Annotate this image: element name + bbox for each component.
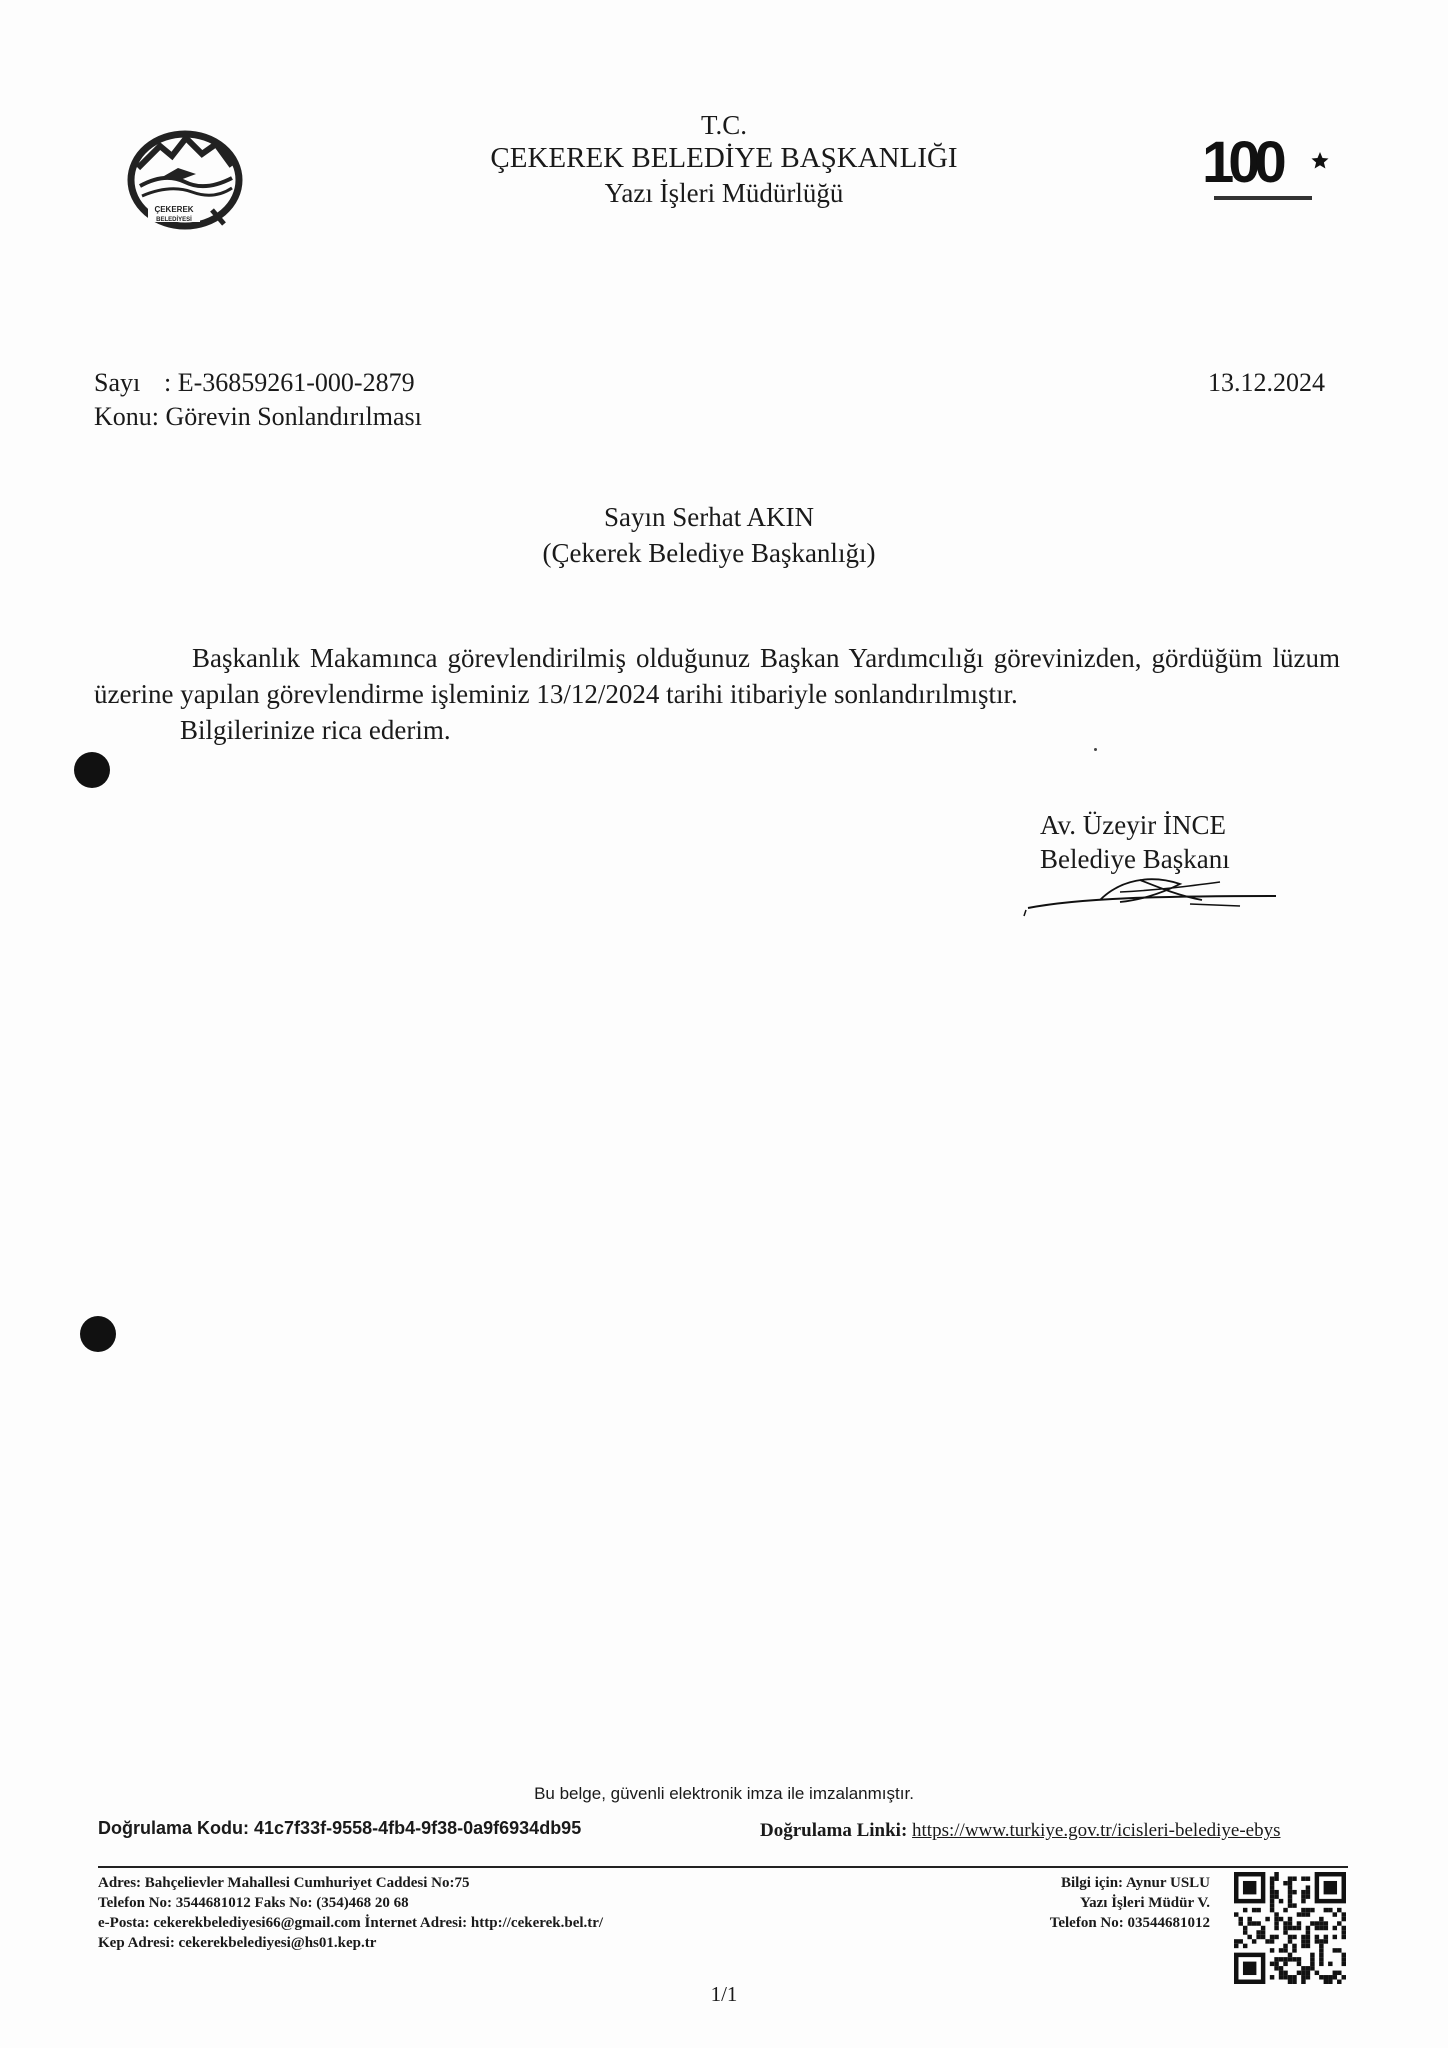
verification-link-label: Doğrulama Linki: [760,1820,908,1841]
footer-address [98,1873,603,1953]
contact-title: Yazı İşleri Müdür V. [1079,1895,1210,1911]
logo-text-bottom: BELEDİYESİ [156,217,192,223]
logo-text-top: ÇEKEREK [154,205,194,214]
verification-code [98,1818,581,1839]
konu-label: Konu [94,402,152,431]
header-organization: ÇEKEREK BELEDİYE BAŞKANLIĞI [490,142,958,174]
konu-row [94,402,422,432]
header-unit: Yazı İşleri Müdürlüğü [604,178,844,208]
sayi-row [94,368,415,398]
contact-phone: Telefon No: 03544681012 [1049,1915,1210,1931]
kep-line: Kep Adresi: cekerekbelediyesi@hs01.kep.tr [98,1935,377,1951]
verification-url[interactable]: https://www.turkiye.gov.tr/icisleri-belediye-ebys [912,1820,1281,1841]
page-number: 1/1 [710,1982,738,2006]
signer-name: Av. Üzeyir İNCE [1040,810,1226,840]
punch-hole-mark [74,752,110,788]
verification-link [760,1820,1281,1842]
body-paragraph: Başkanlık Makamınca görevlendirilmiş olduğunuz Başkan Yardımcılığı görevinizden, gördüğüm lüzum üzerine yapılan görevlendirme işleminiz 13/12/2024 tarihi itibariyle sonlandırılmıştır. [94,643,1340,709]
document-date: 13.12.2024 [1208,368,1325,397]
centennial-logo [1200,130,1335,210]
qr-code-icon [1234,1872,1346,1984]
contact-person: Bilgi için: Aynur USLU [1060,1875,1210,1891]
footer-contact [940,1873,1210,1933]
centennial-number: 100 [1202,130,1281,195]
sayi-label: Sayı [94,368,141,397]
body-closing: Bilgilerinize rica ederim. [180,715,451,745]
verification-code-value: 41c7f33f-9558-4fb4-9f38-0a9f6934db95 [254,1818,582,1838]
verification-code-label: Doğrulama Kodu: [98,1818,249,1838]
addressee-name: Sayın Serhat AKIN [604,502,814,532]
addressee-institution: (Çekerek Belediye Başkanlığı) [542,538,876,568]
esign-note: Bu belge, güvenli elektronik imza ile imzalanmıştır. [534,1784,914,1803]
address-line: Adres: Bahçelievler Mahallesi Cumhuriyet Caddesi No:75 [98,1875,470,1891]
header-tc: T.C. [701,110,747,140]
konu-value: : Görevin Sonlandırılması [151,402,422,431]
letter-body [94,640,1340,748]
handwritten-signature [1020,860,1280,920]
signer-title: Belediye Başkanı [1040,844,1230,874]
email-line: e-Posta: cekerekbelediyesi66@gmail.com İnternet Adresi: http://cekerek.bel.tr/ [98,1915,604,1931]
footer-divider [98,1866,1348,1868]
sayi-value: : E-36859261-000-2879 [164,368,415,397]
phone-line: Telefon No: 3544681012 Faks No: (354)468 20 68 [98,1895,409,1911]
speck [1094,748,1097,751]
punch-hole-mark [80,1316,116,1352]
